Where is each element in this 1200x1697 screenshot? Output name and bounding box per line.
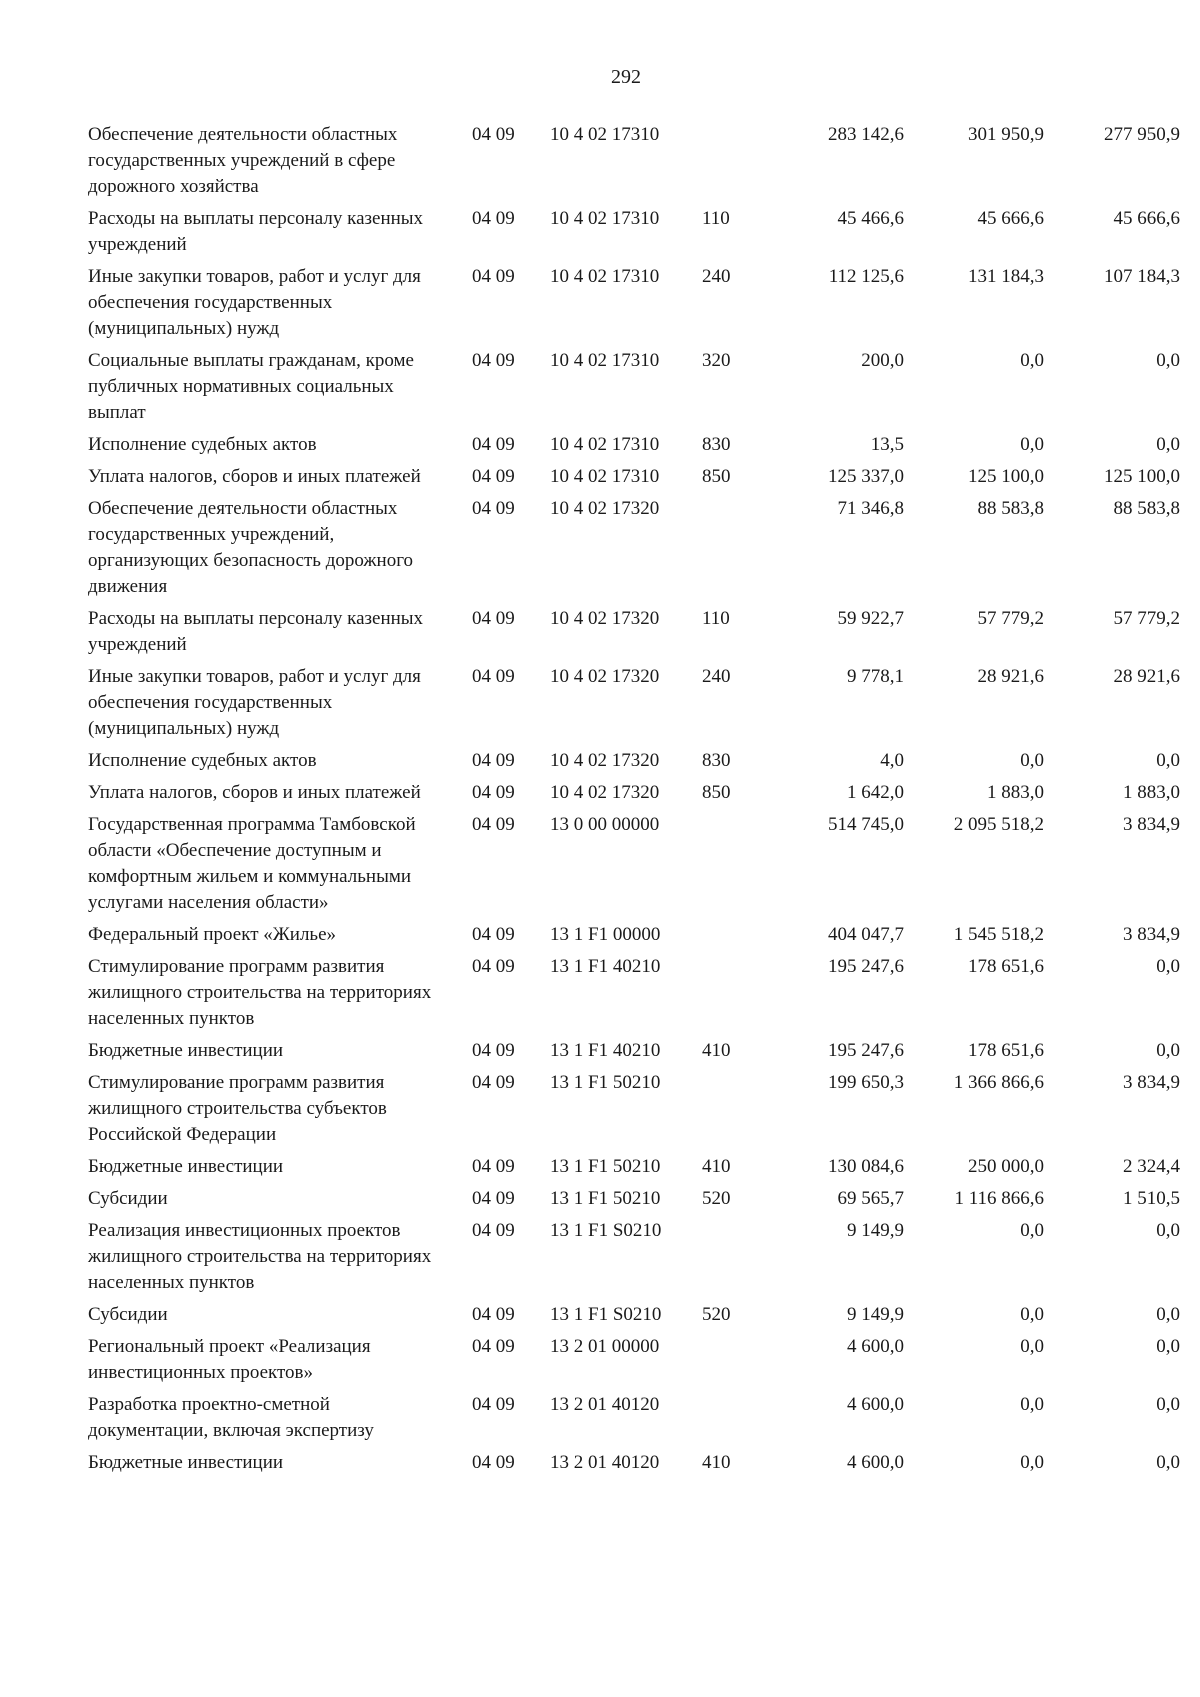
expense-type-code: [702, 1334, 758, 1392]
amount-year-3: 1 510,5: [1123, 1188, 1180, 1209]
table-row: [88, 1218, 1180, 1302]
expense-type-code: [702, 496, 758, 606]
amount-year-2: 1 366 866,6: [953, 1072, 1044, 1093]
table-row: [88, 780, 1180, 812]
target-article-code: 13 0 00 00000: [550, 814, 660, 835]
amount-year-2: 0,0: [1020, 750, 1044, 771]
expense-name: Исполнение судебных актов: [88, 750, 317, 771]
expense-name: Стимулирование программ развития жилищного строительства на территориях населенных пунктов: [88, 956, 432, 1029]
expense-type-code: 520: [702, 1304, 731, 1325]
budget-table-body: [88, 122, 1180, 1482]
amount-year-2: 1 116 866,6: [954, 1188, 1044, 1209]
amount-year-2: 28 921,6: [977, 666, 1044, 687]
amount-year-3: 2 324,4: [1123, 1156, 1180, 1177]
table-row: [88, 1186, 1180, 1218]
target-article-code: 10 4 02 17320: [550, 782, 660, 803]
section-code: 04 09: [472, 956, 515, 977]
table-row: [88, 1450, 1180, 1482]
table-row: [88, 1302, 1180, 1334]
section-code: 04 09: [472, 124, 515, 145]
budget-table: [88, 122, 1180, 1482]
target-article-code: 13 1 F1 40210: [550, 956, 661, 977]
section-code: 04 09: [472, 666, 515, 687]
amount-year-2: 1 545 518,2: [953, 924, 1044, 945]
amount-year-1: 9 149,9: [847, 1304, 904, 1325]
section-code: 04 09: [472, 1452, 515, 1473]
expense-name: Реализация инвестиционных проектов жилищного строительства на территориях населенных пунктов: [88, 1220, 432, 1293]
amount-year-2: 0,0: [1020, 1336, 1044, 1357]
expense-name: Иные закупки товаров, работ и услуг для обеспечения государственных (муниципальных) нужд: [88, 666, 421, 739]
amount-year-1: 199 650,3: [828, 1072, 904, 1093]
target-article-code: 10 4 02 17310: [550, 466, 660, 487]
expense-type-code: 830: [702, 434, 731, 455]
table-row: [88, 206, 1180, 264]
expense-type-code: 520: [702, 1188, 731, 1209]
table-row: [88, 348, 1180, 432]
amount-year-2: 88 583,8: [977, 498, 1044, 519]
table-row: [88, 264, 1180, 348]
amount-year-1: 4,0: [880, 750, 904, 771]
page-number: 292: [611, 66, 641, 88]
target-article-code: 10 4 02 17320: [550, 750, 660, 771]
table-row: [88, 1038, 1180, 1070]
amount-year-3: 57 779,2: [1113, 608, 1180, 629]
amount-year-2: 301 950,9: [968, 124, 1044, 145]
target-article-code: 13 1 F1 50210: [550, 1156, 661, 1177]
table-row: [88, 664, 1180, 748]
amount-year-2: 0,0: [1020, 434, 1044, 455]
amount-year-2: 250 000,0: [968, 1156, 1044, 1177]
amount-year-3: 0,0: [1156, 1040, 1180, 1061]
amount-year-3: 3 834,9: [1123, 1072, 1180, 1093]
target-article-code: 10 4 02 17310: [550, 350, 660, 371]
section-code: 04 09: [472, 434, 515, 455]
section-code: 04 09: [472, 498, 515, 519]
section-code: 04 09: [472, 1188, 515, 1209]
amount-year-3: 0,0: [1156, 1452, 1180, 1473]
expense-type-code: 410: [702, 1040, 731, 1061]
amount-year-2: 57 779,2: [977, 608, 1044, 629]
amount-year-3: 0,0: [1156, 350, 1180, 371]
target-article-code: 13 2 01 40120: [550, 1394, 660, 1415]
amount-year-3: 28 921,6: [1113, 666, 1180, 687]
amount-year-1: 195 247,6: [828, 1040, 904, 1061]
expense-name: Обеспечение деятельности областных государственных учреждений, организующих безопасность дорожного движения: [88, 498, 414, 597]
expense-type-code: 240: [702, 266, 731, 287]
expense-type-code: 830: [702, 750, 731, 771]
expense-type-code: [702, 1218, 758, 1302]
table-row: [88, 1154, 1180, 1186]
target-article-code: 10 4 02 17310: [550, 434, 660, 455]
target-article-code: 13 1 F1 50210: [550, 1072, 661, 1093]
section-code: 04 09: [472, 350, 515, 371]
expense-name: Расходы на выплаты персоналу казенных учреждений: [88, 208, 424, 255]
amount-year-3: 0,0: [1156, 434, 1180, 455]
amount-year-1: 125 337,0: [828, 466, 904, 487]
amount-year-1: 404 047,7: [828, 924, 904, 945]
expense-type-code: [702, 954, 758, 1038]
expense-name: Уплата налогов, сборов и иных платежей: [88, 466, 421, 487]
expense-name: Региональный проект «Реализация инвестиционных проектов»: [88, 1336, 371, 1383]
amount-year-1: 4 600,0: [847, 1336, 904, 1357]
expense-type-code: 110: [702, 208, 730, 229]
expense-name: Уплата налогов, сборов и иных платежей: [88, 782, 421, 803]
section-code: 04 09: [472, 750, 515, 771]
amount-year-3: 0,0: [1156, 1394, 1180, 1415]
expense-type-code: 110: [702, 608, 730, 629]
expense-name: Расходы на выплаты персоналу казенных учреждений: [88, 608, 424, 655]
table-row: [88, 748, 1180, 780]
section-code: 04 09: [472, 814, 515, 835]
expense-name: Бюджетные инвестиции: [88, 1452, 284, 1473]
amount-year-2: 1 883,0: [987, 782, 1044, 803]
expense-name: Субсидии: [88, 1188, 168, 1209]
amount-year-2: 0,0: [1020, 1452, 1044, 1473]
target-article-code: 13 2 01 00000: [550, 1336, 660, 1357]
target-article-code: 13 1 F1 50210: [550, 1188, 661, 1209]
amount-year-1: 9 778,1: [847, 666, 904, 687]
table-row: [88, 122, 1180, 206]
section-code: 04 09: [472, 924, 515, 945]
expense-type-code: 410: [702, 1156, 731, 1177]
table-row: [88, 496, 1180, 606]
expense-name: Субсидии: [88, 1304, 168, 1325]
expense-type-code: 240: [702, 666, 731, 687]
expense-type-code: [702, 922, 758, 954]
amount-year-1: 195 247,6: [828, 956, 904, 977]
amount-year-1: 4 600,0: [847, 1452, 904, 1473]
amount-year-1: 514 745,0: [828, 814, 904, 835]
table-row: [88, 1070, 1180, 1154]
target-article-code: 10 4 02 17310: [550, 124, 660, 145]
amount-year-3: 0,0: [1156, 750, 1180, 771]
section-code: 04 09: [472, 1072, 515, 1093]
target-article-code: 10 4 02 17320: [550, 666, 660, 687]
expense-type-code: 850: [702, 782, 731, 803]
table-row: [88, 812, 1180, 922]
amount-year-3: 107 184,3: [1104, 266, 1180, 287]
amount-year-3: 45 666,6: [1113, 208, 1180, 229]
expense-name: Бюджетные инвестиции: [88, 1040, 284, 1061]
expense-type-code: [702, 1392, 758, 1450]
expense-type-code: [702, 812, 758, 922]
section-code: 04 09: [472, 266, 515, 287]
amount-year-1: 283 142,6: [828, 124, 904, 145]
target-article-code: 13 1 F1 40210: [550, 1040, 661, 1061]
table-row: [88, 1334, 1180, 1392]
expense-type-code: [702, 122, 758, 206]
section-code: 04 09: [472, 608, 515, 629]
target-article-code: 13 2 01 40120: [550, 1452, 660, 1473]
table-row: [88, 606, 1180, 664]
amount-year-2: 0,0: [1020, 350, 1044, 371]
amount-year-1: 71 346,8: [837, 498, 904, 519]
table-row: [88, 464, 1180, 496]
amount-year-2: 0,0: [1020, 1304, 1044, 1325]
section-code: 04 09: [472, 1336, 515, 1357]
amount-year-1: 59 922,7: [837, 608, 904, 629]
amount-year-3: 3 834,9: [1123, 814, 1180, 835]
amount-year-1: 112 125,6: [828, 266, 904, 287]
amount-year-2: 45 666,6: [977, 208, 1044, 229]
expense-name: Федеральный проект «Жилье»: [88, 924, 337, 945]
amount-year-2: 2 095 518,2: [953, 814, 1044, 835]
table-row: [88, 432, 1180, 464]
table-row: [88, 954, 1180, 1038]
amount-year-3: 3 834,9: [1123, 924, 1180, 945]
expense-name: Государственная программа Тамбовской области «Обеспечение доступным и комфортным жильем и коммунальными услугами населения области»: [88, 814, 416, 913]
expense-name: Бюджетные инвестиции: [88, 1156, 284, 1177]
section-code: 04 09: [472, 1394, 515, 1415]
expense-name: Иные закупки товаров, работ и услуг для обеспечения государственных (муниципальных) нужд: [88, 266, 421, 339]
section-code: 04 09: [472, 466, 515, 487]
amount-year-3: 277 950,9: [1104, 124, 1180, 145]
expense-name: Разработка проектно-сметной документации, включая экспертизу: [88, 1394, 374, 1441]
expense-name: Обеспечение деятельности областных государственных учреждений в сфере дорожного хозяйства: [88, 124, 398, 197]
section-code: 04 09: [472, 208, 515, 229]
section-code: 04 09: [472, 1220, 515, 1241]
amount-year-2: 0,0: [1020, 1394, 1044, 1415]
amount-year-3: 0,0: [1156, 1304, 1180, 1325]
amount-year-3: 0,0: [1156, 1336, 1180, 1357]
amount-year-2: 125 100,0: [968, 466, 1044, 487]
target-article-code: 13 1 F1 00000: [550, 924, 661, 945]
section-code: 04 09: [472, 1304, 515, 1325]
amount-year-2: 0,0: [1020, 1220, 1044, 1241]
expense-name: Социальные выплаты гражданам, кроме публичных нормативных социальных выплат: [88, 350, 414, 423]
expense-name: Стимулирование программ развития жилищного строительства субъектов Российской Федерации: [88, 1072, 387, 1145]
amount-year-1: 4 600,0: [847, 1394, 904, 1415]
amount-year-1: 9 149,9: [847, 1220, 904, 1241]
amount-year-3: 1 883,0: [1123, 782, 1180, 803]
amount-year-2: 178 651,6: [968, 1040, 1044, 1061]
target-article-code: 10 4 02 17310: [550, 266, 660, 287]
amount-year-2: 131 184,3: [968, 266, 1044, 287]
amount-year-1: 69 565,7: [837, 1188, 904, 1209]
target-article-code: 13 1 F1 S0210: [550, 1220, 662, 1241]
expense-name: Исполнение судебных актов: [88, 434, 317, 455]
amount-year-3: 125 100,0: [1104, 466, 1180, 487]
amount-year-3: 0,0: [1156, 1220, 1180, 1241]
amount-year-1: 200,0: [861, 350, 904, 371]
expense-type-code: 410: [702, 1452, 731, 1473]
table-row: [88, 922, 1180, 954]
amount-year-1: 45 466,6: [837, 208, 904, 229]
amount-year-1: 13,5: [870, 434, 904, 455]
target-article-code: 13 1 F1 S0210: [550, 1304, 662, 1325]
expense-type-code: [702, 1070, 758, 1154]
section-code: 04 09: [472, 1156, 515, 1177]
amount-year-1: 1 642,0: [847, 782, 904, 803]
section-code: 04 09: [472, 782, 515, 803]
section-code: 04 09: [472, 1040, 515, 1061]
amount-year-3: 88 583,8: [1113, 498, 1180, 519]
expense-type-code: 850: [702, 466, 731, 487]
expense-type-code: 320: [702, 350, 731, 371]
amount-year-1: 130 084,6: [828, 1156, 904, 1177]
amount-year-2: 178 651,6: [968, 956, 1044, 977]
target-article-code: 10 4 02 17310: [550, 208, 660, 229]
target-article-code: 10 4 02 17320: [550, 498, 660, 519]
table-row: [88, 1392, 1180, 1450]
amount-year-3: 0,0: [1156, 956, 1180, 977]
target-article-code: 10 4 02 17320: [550, 608, 660, 629]
